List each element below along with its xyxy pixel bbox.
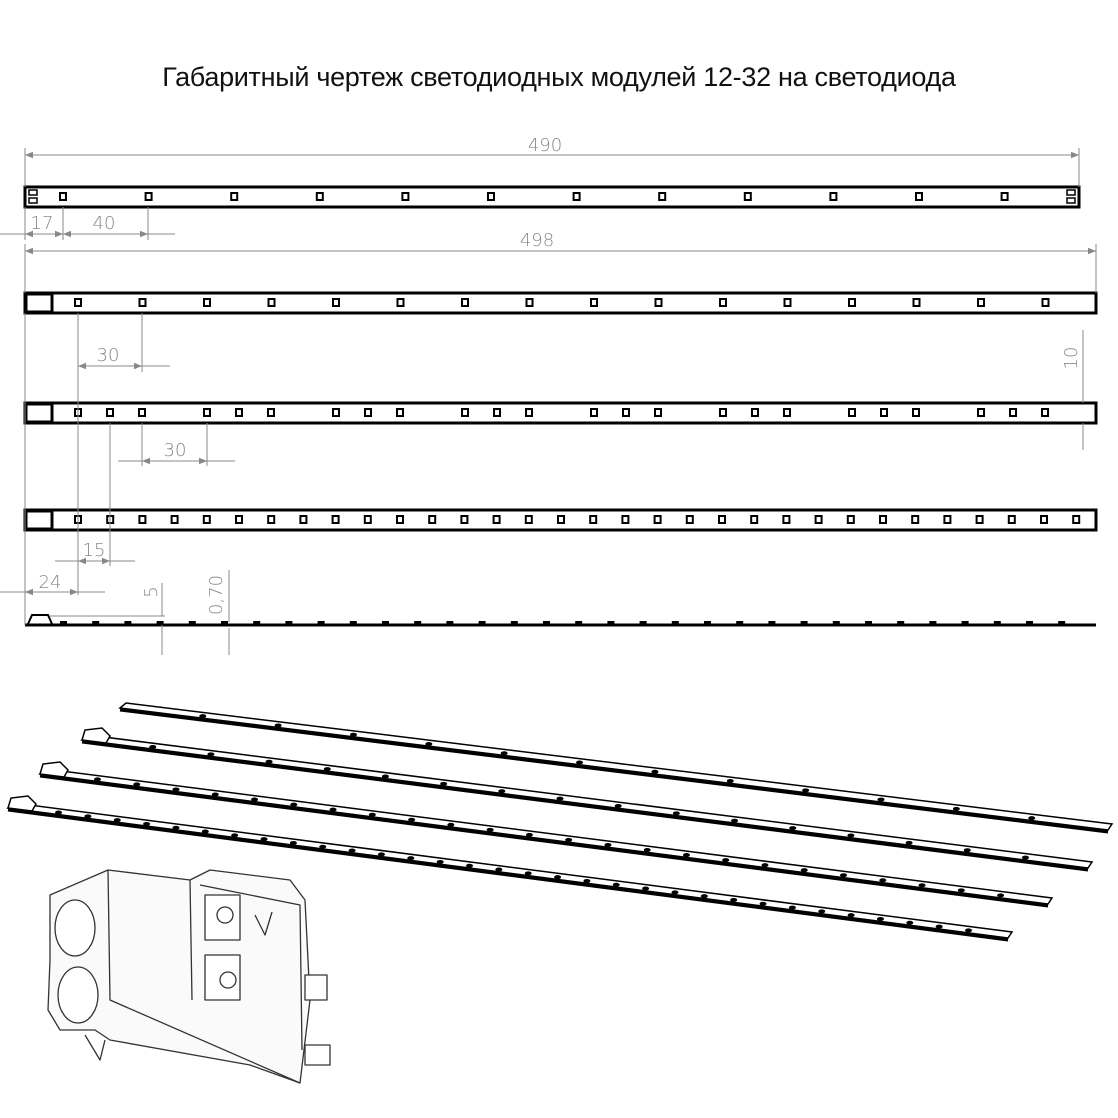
led-3d	[847, 833, 854, 837]
led-profile	[640, 621, 647, 624]
led-3d	[495, 868, 502, 872]
led	[816, 516, 822, 523]
led-3d	[848, 913, 855, 917]
led-profile	[382, 621, 389, 624]
side-view-strip	[25, 615, 1096, 625]
dim-10-label: 10	[1061, 346, 1082, 370]
led-3d	[207, 752, 214, 756]
led-3d	[964, 848, 971, 852]
connector-profile	[28, 615, 52, 624]
led-3d	[801, 868, 808, 872]
led	[574, 193, 580, 200]
led-profile	[897, 621, 904, 624]
led	[365, 516, 371, 523]
led-3d	[760, 902, 767, 906]
led-3d	[958, 888, 965, 892]
led	[236, 516, 242, 523]
led	[397, 409, 403, 416]
led	[881, 409, 887, 416]
led	[268, 516, 274, 523]
led	[558, 516, 564, 523]
led-3d	[350, 733, 357, 737]
led-3d	[349, 849, 356, 853]
dim-15-label: 15	[82, 540, 106, 561]
led	[365, 409, 371, 416]
led-3d	[487, 828, 494, 832]
led-3d	[701, 894, 708, 898]
led-3d	[408, 818, 415, 822]
led	[204, 299, 210, 306]
led	[623, 409, 629, 416]
led	[107, 409, 113, 416]
led	[494, 409, 500, 416]
led	[429, 516, 435, 523]
led-3d	[251, 798, 258, 802]
led	[719, 516, 725, 523]
led	[656, 299, 662, 306]
led-3d	[936, 925, 943, 929]
led-3d	[840, 873, 847, 877]
dim-490-label: 490	[527, 135, 563, 156]
led	[333, 409, 339, 416]
led-3d	[604, 843, 611, 847]
led-3d	[919, 883, 926, 887]
led	[398, 299, 404, 306]
module-12-strip	[25, 187, 1079, 207]
led-3d	[965, 928, 972, 932]
led	[659, 193, 665, 200]
led	[402, 193, 408, 200]
led-3d	[202, 830, 209, 834]
dim-17-label: 17	[30, 213, 54, 234]
led-profile	[736, 621, 743, 624]
led-3d	[378, 852, 385, 856]
module-24-strip	[25, 403, 1096, 423]
led-3d	[565, 838, 572, 842]
led-3d	[55, 811, 62, 815]
led-3d	[671, 890, 678, 894]
led-3d	[501, 751, 508, 755]
led	[333, 516, 339, 523]
led-3d	[761, 863, 768, 867]
led-3d	[382, 774, 389, 778]
led-3d	[644, 848, 651, 852]
led-profile	[994, 621, 1001, 624]
led-3d	[440, 782, 447, 786]
led-profile	[350, 621, 357, 624]
module-16-strip	[25, 293, 1096, 313]
led	[1043, 299, 1049, 306]
led-profile	[704, 621, 711, 624]
led	[751, 516, 757, 523]
led-3d	[613, 883, 620, 887]
led	[880, 516, 886, 523]
led	[75, 299, 81, 306]
led-3d	[319, 845, 326, 849]
led-3d	[447, 823, 454, 827]
led-3d	[722, 858, 729, 862]
led-3d	[554, 875, 561, 879]
led	[300, 516, 306, 523]
led-3d	[324, 767, 331, 771]
connector-box	[26, 294, 52, 312]
led-profile	[157, 621, 164, 624]
led	[849, 409, 855, 416]
dim-30b-label: 30	[163, 440, 187, 461]
led	[1002, 193, 1008, 200]
led-3d	[906, 921, 913, 925]
led-3d	[231, 833, 238, 837]
led-3d	[84, 814, 91, 818]
led	[590, 516, 596, 523]
led-3d	[615, 804, 622, 808]
connector-3d	[40, 762, 68, 777]
led-3d	[731, 819, 738, 823]
led	[978, 299, 984, 306]
led-3d	[330, 808, 337, 812]
led-3d	[266, 760, 273, 764]
led	[655, 409, 661, 416]
led	[849, 299, 855, 306]
led	[720, 409, 726, 416]
led-3d	[437, 860, 444, 864]
led	[783, 516, 789, 523]
led-profile	[672, 621, 679, 624]
led-3d	[425, 742, 432, 746]
led-3d	[877, 798, 884, 802]
end-pad	[29, 198, 37, 203]
connector-3d-view	[48, 870, 330, 1083]
led-3d	[651, 770, 658, 774]
led-3d	[997, 893, 1004, 897]
led	[462, 409, 468, 416]
led-profile	[1026, 621, 1033, 624]
led-profile	[60, 621, 67, 624]
dim-5-label: 5	[141, 586, 162, 598]
led	[720, 299, 726, 306]
dim-24-label: 24	[38, 572, 62, 593]
led	[269, 299, 275, 306]
led-3d	[576, 761, 583, 765]
led	[1041, 516, 1047, 523]
led-profile	[543, 621, 550, 624]
led-3d	[498, 789, 505, 793]
led-3d	[525, 871, 532, 875]
led	[139, 516, 145, 523]
end-pad	[1067, 198, 1075, 203]
led	[1042, 409, 1048, 416]
led	[1073, 516, 1079, 523]
led-profile	[285, 621, 292, 624]
led-profile	[575, 621, 582, 624]
led-3d	[212, 793, 219, 797]
led-profile	[189, 621, 196, 624]
led-profile	[92, 621, 99, 624]
strip-outline	[25, 293, 1096, 313]
led-profile	[124, 621, 131, 624]
led	[784, 409, 790, 416]
led-3d	[466, 864, 473, 868]
led	[752, 409, 758, 416]
led-3d	[1022, 856, 1029, 860]
led-profile	[318, 621, 325, 624]
led-3d	[673, 811, 680, 815]
led-3d	[290, 803, 297, 807]
module-32-strip	[25, 510, 1096, 530]
led-3d	[261, 837, 268, 841]
led	[172, 516, 178, 523]
led	[527, 299, 533, 306]
led-profile	[221, 621, 228, 624]
dim-498-label: 498	[519, 230, 555, 251]
led-3d	[789, 906, 796, 910]
led-profile	[1058, 621, 1065, 624]
led-3d	[526, 833, 533, 837]
led	[914, 299, 920, 306]
led	[204, 409, 210, 416]
led	[1009, 516, 1015, 523]
end-pad	[29, 190, 37, 195]
led-3d	[407, 856, 414, 860]
led	[687, 516, 693, 523]
wire-hole-top	[55, 900, 95, 956]
led-profile	[607, 621, 614, 624]
dim-30a-label: 30	[96, 345, 120, 366]
led-3d	[953, 807, 960, 811]
led-3d	[727, 779, 734, 783]
led	[526, 516, 532, 523]
led-3d	[557, 797, 564, 801]
led-3d	[906, 841, 913, 845]
led	[655, 516, 661, 523]
led	[140, 299, 146, 306]
connector-3d	[82, 728, 110, 743]
led	[317, 193, 323, 200]
led	[913, 409, 919, 416]
led-3d	[172, 826, 179, 830]
connector-box	[26, 404, 52, 422]
led-3d	[199, 714, 206, 718]
led-3d	[879, 878, 886, 882]
led	[139, 409, 145, 416]
led-profile	[865, 621, 872, 624]
led	[526, 409, 532, 416]
connector-3d	[8, 796, 36, 811]
led	[745, 193, 751, 200]
led-profile	[446, 621, 453, 624]
wire-hole-bottom	[58, 967, 98, 1023]
led	[830, 193, 836, 200]
led	[397, 516, 403, 523]
led-3d	[877, 917, 884, 921]
led-profile	[414, 621, 421, 624]
led	[977, 516, 983, 523]
led-3d	[114, 818, 121, 822]
led-profile	[768, 621, 775, 624]
led-3d	[683, 853, 690, 857]
led-3d	[143, 822, 150, 826]
drawing-title: Габаритный чертеж светодиодных модулей 12-32 на светодиода	[162, 62, 956, 92]
led	[622, 516, 628, 523]
led	[916, 193, 922, 200]
led	[146, 193, 152, 200]
led-profile	[479, 621, 486, 624]
led	[488, 193, 494, 200]
led-3d	[789, 826, 796, 830]
led	[461, 516, 467, 523]
led-3d	[583, 879, 590, 883]
led-3d	[369, 813, 376, 817]
led-profile	[511, 621, 518, 624]
led	[591, 299, 597, 306]
dim-070-label: 0,70	[206, 574, 227, 616]
led	[494, 516, 500, 523]
led	[785, 299, 791, 306]
led-profile	[962, 621, 969, 624]
led-profile	[801, 621, 808, 624]
led	[978, 409, 984, 416]
led	[591, 409, 597, 416]
led	[1010, 409, 1016, 416]
strip-outline	[25, 403, 1096, 423]
led	[60, 193, 66, 200]
led-3d	[290, 841, 297, 845]
led-3d	[94, 777, 101, 781]
connector-box	[26, 511, 52, 529]
led	[231, 193, 237, 200]
led	[944, 516, 950, 523]
strip-edge	[120, 710, 1108, 832]
led	[236, 409, 242, 416]
led-3d	[1028, 816, 1035, 820]
led-profile	[833, 621, 840, 624]
led	[912, 516, 918, 523]
led-3d	[149, 745, 156, 749]
led-profile	[253, 621, 260, 624]
led-3d	[642, 887, 649, 891]
led-3d	[133, 782, 140, 786]
led	[848, 516, 854, 523]
led-3d	[730, 898, 737, 902]
end-pad	[1067, 190, 1075, 195]
led-profile	[929, 621, 936, 624]
led	[333, 299, 339, 306]
led-3d	[818, 909, 825, 913]
module-12-3d-view	[120, 703, 1112, 832]
dim-40-label: 40	[92, 213, 116, 234]
led	[204, 516, 210, 523]
led	[462, 299, 468, 306]
led-3d	[275, 723, 282, 727]
led-3d	[802, 788, 809, 792]
led	[268, 409, 274, 416]
led-3d	[173, 787, 180, 791]
